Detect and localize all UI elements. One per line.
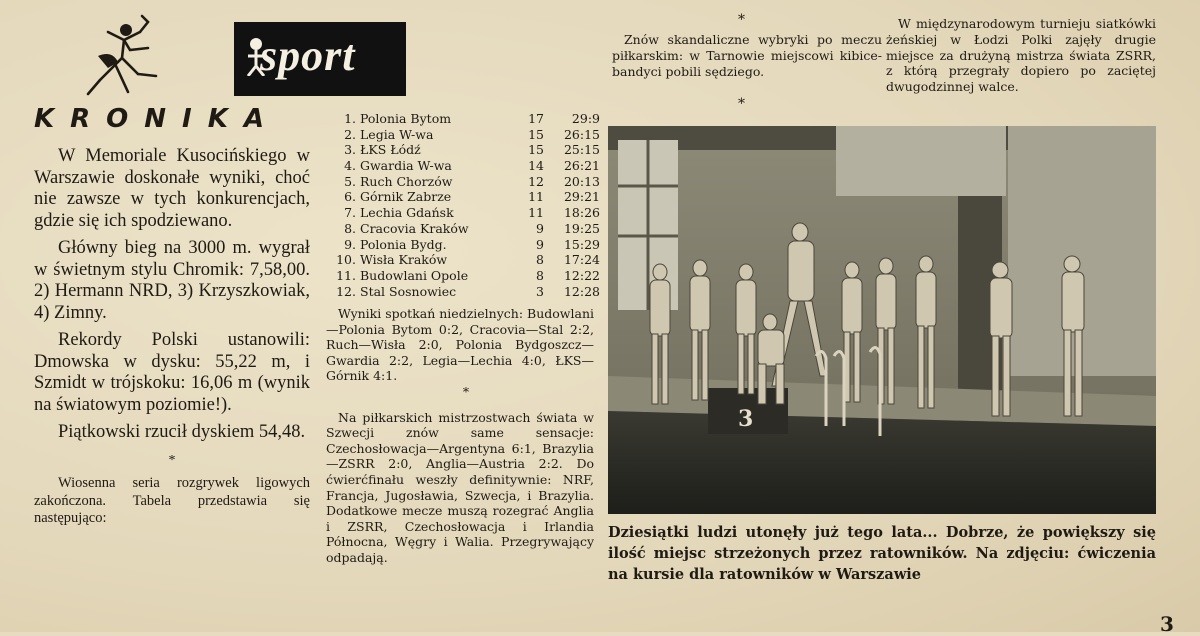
table-row: 8. Cracovia Kraków 9 19:25 (344, 220, 600, 236)
article-paragraph: Rekordy Polski ustanowili: Dmowska w dysku: 55,22 m, i Szmidt w trójskoku: 16,06 m (wynik na światowym poziomie!). (34, 330, 310, 415)
table-row: 7. Lechia Gdańsk 11 18:26 (344, 205, 600, 221)
caption-text: Dziesiątki ludzi utonęły już tego lata... Dobrze, że powiększy się ilość miejsc strzeżonych przez ratowników. Na zdjęciu: ćwiczenia na kursie dla ratowników w Warszawie (608, 524, 1156, 583)
news-paragraph: W międzynarodowym turnieju siatkówki żeńskiej w Łodzi Polki zajęły drugie miejsce za drużyną mistrza świata ZSRR, z którą przegrały dopiero po zaciętej dwugodzinnej walce. (886, 16, 1156, 95)
pool-photo (608, 126, 1156, 514)
table-row: 9. Polonia Bydg. 9 15:29 (344, 236, 600, 252)
separator-star: * (168, 452, 176, 468)
section-title: KRONIKA (34, 104, 280, 134)
separator-star: * (738, 96, 745, 112)
table-row: 1. Polonia Bytom 17 29:9 (344, 111, 600, 126)
left-column (34, 146, 310, 534)
photo-caption (608, 522, 1156, 585)
league-table (326, 111, 600, 299)
page-number: 3 (1160, 612, 1174, 636)
table-row: 12. Stal Sosnowiec 3 12:28 (336, 283, 600, 299)
article-paragraph: W Memoriale Kusocińskiego w Warszawie doskonałe wyniki, choć nie zawsze w tych konkurencjach, gdzie się ich spodziewano. (34, 146, 310, 231)
separator-star: * (462, 383, 470, 399)
news-item (886, 16, 1156, 95)
results-paragraph: Wyniki spotkań niedzielnych: Budowlani—Polonia Bytom 0:2, Cracovia—Stal 2:2, Ruch—Wisła 2:0, Polonia Bydgoszcz—Gwardia 2:2, Legia—Lechia 4:0, ŁKS—Górnik 4:1. (326, 306, 594, 384)
news-paragraph: Znów skandaliczne wybryki po meczu piłkarskim: w Tarnowie miejscowi kibice-bandyci pobili sędziego. (612, 32, 882, 79)
sport-logo-text: sport (260, 31, 356, 80)
table-row: 6. Górnik Zabrze 11 29:21 (344, 189, 600, 205)
table-row: 2. Legia W-wa 15 26:15 (344, 126, 600, 142)
news-item (612, 32, 882, 79)
league-intro-paragraph: Wiosenna seria rozgrywek ligowych zakończona. Tabela przedstawia się następująco: (34, 475, 310, 526)
table-row: 4. Gwardia W-wa 14 26:21 (344, 158, 600, 174)
table-row: 3. ŁKS Łódź 15 25:15 (344, 142, 600, 158)
table-row: 5. Ruch Chorzów 12 20:13 (344, 173, 600, 189)
article-paragraph: Piątkowski rzucił dyskiem 54,48. (58, 422, 306, 442)
world-cup-paragraph: Na piłkarskich mistrzostwach świata w Szwecji znów same sensacje: Czechosłowacja—Argentyna 6:1, Brazylia—ZSRR 2:0, Anglia—Austria 2:2. Do ćwierćfinału weszły definitywnie: NRF, Francja, Jugosławia, Szwecja, i Brazylia. Dodatkowe mecze muszą rozegrać Anglia i ZSRR, Czechosłowacja i Irlandia Północna, Węgry i Walia. Przegrywający odpadają. (326, 409, 594, 565)
rider-illustration-icon (78, 10, 168, 102)
table-row: 11. Budowlani Opole 8 12:22 (336, 267, 600, 283)
table-row: 10. Wisła Kraków 8 17:24 (336, 252, 600, 268)
sport-logo (234, 22, 406, 96)
article-paragraph: Główny bieg na 3000 m. wygrał w świetnym stylu Chromik: 7,58,00. 2) Hermann NRD, 3) Krzyszkowiak, 4) Zimny. (34, 238, 310, 323)
separator-star: * (738, 12, 745, 28)
block-number: 3 (738, 406, 754, 432)
middle-column (326, 306, 594, 566)
